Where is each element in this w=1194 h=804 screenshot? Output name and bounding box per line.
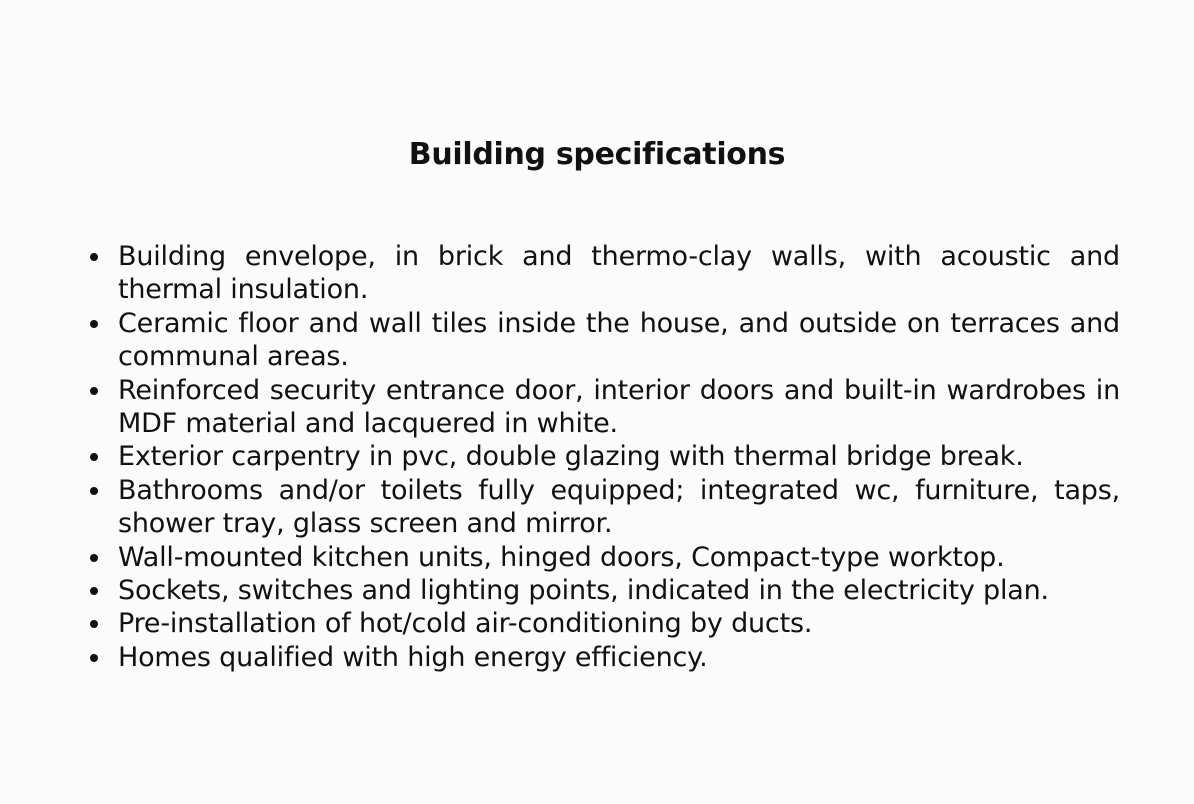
list-item-text: Reinforced security entrance door, interior doors and built-in wardrobes in MDF material and lacquered in white.: [118, 374, 1120, 440]
list-item-text: Wall-mounted kitchen units, hinged doors, Compact-type worktop.: [118, 541, 1005, 573]
list-item: [118, 574, 1120, 607]
list-item-text: Ceramic floor and wall tiles inside the house, and outside on terraces and communal areas.: [118, 307, 1120, 373]
list-item: [118, 307, 1120, 374]
list-item: [118, 474, 1120, 541]
list-item-text: Building envelope, in brick and thermo-clay walls, with acoustic and thermal insulation.: [118, 241, 1120, 306]
bullet-icon: [90, 320, 98, 328]
bullet-icon: [90, 253, 98, 261]
list-item: [118, 240, 1120, 307]
bullet-icon: [90, 654, 98, 662]
bullet-icon: [90, 453, 98, 461]
list-item-text: Bathrooms and/or toilets fully equipped; integrated wc, furniture, taps, shower tray, glass screen and mirror.: [118, 474, 1120, 540]
specifications-list: [118, 240, 1120, 674]
bullet-icon: [90, 587, 98, 595]
list-item-text: Exterior carpentry in pvc, double glazing with thermal bridge break.: [118, 441, 1024, 473]
list-item: [118, 374, 1120, 441]
list-item-text: Homes qualified with high energy efficiency.: [118, 641, 708, 673]
bullet-icon: [90, 487, 98, 495]
page-title: Building specifications: [408, 137, 786, 172]
list-item: [118, 641, 1120, 674]
list-item-text: Pre-installation of hot/cold air-conditioning by ducts.: [118, 608, 813, 640]
list-item: [118, 541, 1120, 574]
bullet-icon: [90, 620, 98, 628]
list-item-text: Sockets, switches and lighting points, indicated in the electricity plan.: [118, 575, 1049, 607]
bullet-icon: [90, 387, 98, 395]
bullet-icon: [90, 554, 98, 562]
list-item: [118, 440, 1120, 473]
list-item: [118, 607, 1120, 640]
